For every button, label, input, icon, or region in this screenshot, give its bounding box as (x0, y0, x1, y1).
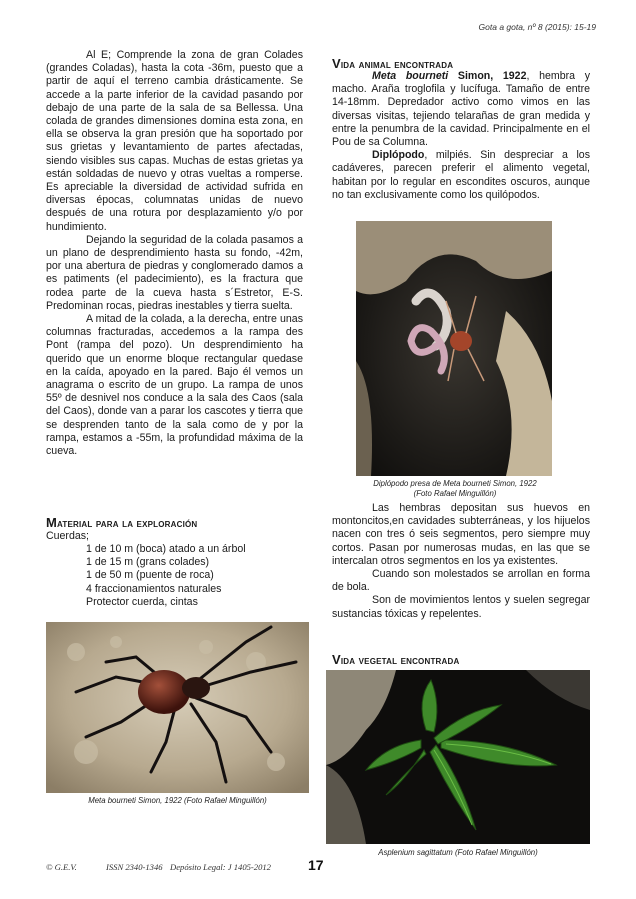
species-author: Simon, 1922 (448, 70, 527, 82)
journal-header: Gota a gota, nº 8 (2015): 15-19 (478, 22, 596, 32)
millipede-caption-line1: Diplópodo presa de Meta bourneti Simon, 1922 (373, 479, 537, 488)
left-column (46, 49, 303, 458)
species-diplopodo: Diplópodo (372, 149, 425, 162)
footer-copyright: © G.E.V. (46, 862, 77, 872)
meta-description: , hembra y macho. Araña troglofila y lucífuga. Tamaño de entre 14-18mm. Depredador activo como vimos en las diversas visitas, tejiendo telarañas de gran medida y entre la penumbra de la cavidad. Principalmente en el Pou de sa Columna. (332, 70, 591, 149)
diplopodo-description: , milpiés. Sin despreciar a los cadáveres, parecen preferir el alimento vegetal, habitan por lo regular en escondites oscuros, aunque no tan exclusivamente como los quilópodos. (332, 149, 590, 201)
ropes-intro: Cuerdas; (46, 530, 89, 542)
right-column-bottom (332, 502, 590, 621)
paragraph-patiments: Dejando la seguridad de la colada pasamos a un plano de desprendimiento hasta su fondo, -42m, por una abertura de piedras y conglomerado damos a es patiments (el padecimiento), es la fractura que rodea parte de la cueva hasta s´Estretor, E-S. Predominan rocas, piedras inestables y tierra suelta. (46, 233, 303, 312)
right-column-top (332, 70, 590, 202)
spider-photo (46, 622, 309, 793)
paragraph-movimientos: Son de movimientos lentos y suelen segregar sustancias tóxicas y repelentes. (332, 594, 590, 620)
list-item: 1 de 15 m (grans colades) (86, 556, 210, 569)
paragraph-diplopodo (332, 149, 590, 202)
paragraph-rampa-des-pont: A mitad de la colada, a la derecha, entre unas columnas fracturadas, accedemos a la rampa des Pont (rampa del pozo). Un desprendimiento ha querido que un enorme bloque rectangular quedase en la caída, apoyado en la pared. Bajo él vemos un anagrama o escrito de un grupo. La rampa de unos 55º de desnivel nos conduce a la sala des Caos (sala del Caos), donde van a parar los cascotes y tierra que se desprenden tanto de la sala como de y por la rampa, estamos a -55m, la profundidad máxima de la cueva. (46, 313, 303, 458)
equipment-list (86, 543, 306, 609)
list-item: 1 de 10 m (boca) atado a un árbol (86, 543, 246, 555)
millipede-caption (340, 479, 570, 499)
footer-legal-deposit: Depósito Legal: J 1405-2012 (170, 862, 271, 872)
heading-vida-animal: Vida animal encontrada (332, 56, 454, 71)
heading-vida-vegetal: Vida vegetal encontrada (332, 652, 460, 667)
paragraph-molestados: Cuando son molestados se arrollan en forma de bola. (332, 568, 590, 594)
paragraph-grandes-coladas: Al E; Comprende la zona de gran Colades (grandes Coladas), hasta la cota -36m, puesto que a partir de aquí el terreno cambia drásticamente. Se accede a la parte inferior de la cavidad pasando por debajo de una parte de la sala de sa Bellessa. Una colada de grandes dimensiones domina esta zona, en ella se observa la gran presión que ha soportado por sus grietas y levantamiento de partes afectadas, siendo visibles sus capas. Muchas de estas grietas ya están soldadas de nuevo y otras vueltas a romperse. Es apreciable la diversidad de actividad sufrida en diversas épocas, columnatas unidas de nuevo después de una rotura por desplazamiento y/o por hundimiento. (46, 49, 303, 233)
paragraph-hembras: Las hembras depositan sus huevos en montoncitos,en cavidades subterráneas, y los hijuelos nacen con tres ó seis segmentos, pero siempre muy cortos. Pasan por numerosas mudas, en las que se intercalan otros segmentos en los ya existentes. (332, 502, 590, 567)
fern-photo (326, 670, 590, 844)
heading-material: Material para la exploración (46, 515, 198, 530)
millipede-caption-line2: (Foto Rafael Minguillón) (413, 489, 497, 498)
spider-caption: Meta bourneti Simon, 1922 (Foto Rafael Minguillón) (88, 796, 267, 805)
page-number: 17 (308, 857, 324, 873)
footer-issn: ISSN 2340-1346 (106, 862, 163, 872)
fern-caption: Asplenium sagittatum (Foto Rafael Minguillón) (378, 848, 538, 857)
list-item: Protector cuerda, cintas (86, 595, 198, 608)
paragraph-meta-bourneti (332, 70, 590, 149)
species-meta-bourneti: Meta bourneti (372, 70, 449, 82)
millipede-photo (356, 221, 552, 476)
list-item: 4 fraccionamientos naturales (86, 582, 222, 595)
list-item: 1 de 50 m (puente de roca) (86, 569, 214, 582)
